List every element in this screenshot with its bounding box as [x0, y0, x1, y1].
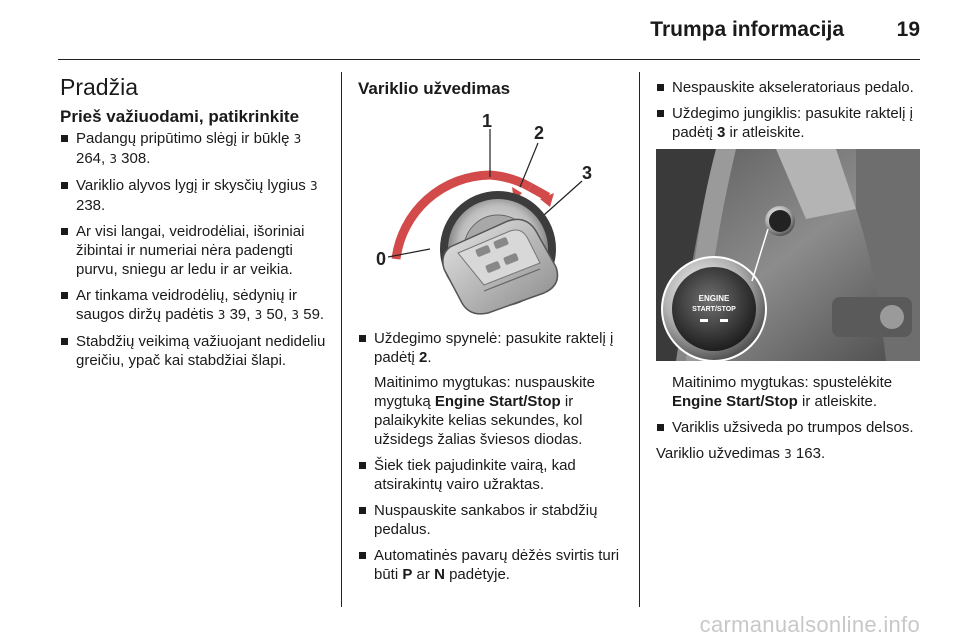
button-label-engine: ENGINE — [698, 294, 730, 303]
position-label-0: 0 — [376, 249, 387, 269]
reference-arrow-icon: 3 — [309, 179, 318, 193]
page-reference: 50, — [262, 306, 292, 323]
cross-reference: Variklio užvedimas 3 163. — [656, 445, 826, 462]
step-turn-key: Uždegimo jungiklis: pasukite raktelį į padėtį 3 ir atleiskite. — [656, 104, 922, 142]
column-1 — [60, 72, 328, 377]
step-pedals: Nuspauskite sankabos ir stabdžių pedalus. — [358, 501, 626, 539]
start-stop-button-figure — [656, 149, 920, 361]
step-engine-starts: Variklis užsiveda po trumpos delsos. — [656, 418, 922, 437]
page-reference: 264, — [76, 150, 110, 167]
checklist-item: Padangų pripūtimo slėgį ir būklę 3 264, 3 308. — [60, 129, 328, 169]
column-divider-1 — [341, 72, 342, 607]
page-reference: 59. — [299, 306, 325, 323]
step-gear-lever: Automatinės pavarų dėžės svirtis turi būti P ar N padėtyje. — [358, 546, 626, 584]
section-heading-engine-start: Variklio užvedimas — [358, 79, 511, 98]
checklist — [60, 129, 328, 370]
position-label-2: 2 — [534, 123, 545, 143]
section-heading: Pradžia — [60, 74, 138, 100]
column-3 — [656, 72, 922, 464]
reference-arrow-icon: 3 — [109, 152, 118, 166]
column-2 — [358, 72, 626, 591]
reference-arrow-icon: 3 — [293, 132, 302, 146]
button-label-startstop: START/STOP — [692, 306, 736, 313]
reference-arrow-icon: 3 — [784, 447, 792, 461]
header-title: Trumpa informacija — [650, 18, 844, 41]
checklist-item: Ar tinkama veidrodėlių, sėdynių ir saugos diržų padėtis 3 39, 3 50, 3 59. — [60, 286, 328, 325]
page-header — [0, 0, 960, 60]
power-button-note: Maitinimo mygtukas: spustelėkite Engine Start/Stop ir atleiskite. — [672, 374, 893, 410]
step-steering: Šiek tiek pajudinkite vairą, kad atsirakintų vairo užraktas. — [358, 456, 626, 494]
checklist-item: Stabdžių veikimą važiuojant nedideliu greičiu, ypač kai stabdžiai šlapi. — [60, 332, 328, 370]
checklist-item: Variklio alyvos lygį ir skysčių lygius 3 238. — [60, 176, 328, 215]
step-ignition: Uždegimo spynelė: pasukite raktelį į padėtį 2. Maitinimo mygtukas: nuspauskite mygtuką Engine Start/Stop ir palaikykite kelias sekundes, kol užsidegs žalias šviesos diodas. — [358, 329, 626, 449]
reference-arrow-icon: 3 — [217, 308, 226, 322]
page-reference: 308. — [117, 150, 151, 167]
ignition-switch-figure — [358, 107, 624, 317]
checklist-item: Ar visi langai, veidrodėliai, išoriniai žibintai ir numeriai nėra padengti purvu, sniegu ar ledu ir ar veikia. — [60, 222, 328, 279]
page-number: 19 — [896, 18, 920, 41]
subsection-heading: Prieš važiuodami, patikrinkite — [60, 107, 300, 126]
header-rule — [58, 59, 920, 60]
step-power-button-note: Maitinimo mygtukas: nuspauskite mygtuką Engine Start/Stop ir palaikykite kelias sekundes, kol užsidegs žalias šviesos diodas. — [374, 374, 595, 448]
page-reference: 39, — [225, 306, 255, 323]
column-divider-2 — [639, 72, 640, 607]
position-label-3: 3 — [582, 163, 593, 183]
step-accelerator: Nespauskite akseleratoriaus pedalo. — [656, 78, 922, 97]
page-reference: 238. — [76, 197, 106, 214]
reference-arrow-icon: 3 — [291, 308, 300, 322]
reference-arrow-icon: 3 — [254, 308, 263, 322]
site-watermark: carmanualsonline.info — [699, 612, 920, 637]
position-label-1: 1 — [482, 111, 493, 131]
